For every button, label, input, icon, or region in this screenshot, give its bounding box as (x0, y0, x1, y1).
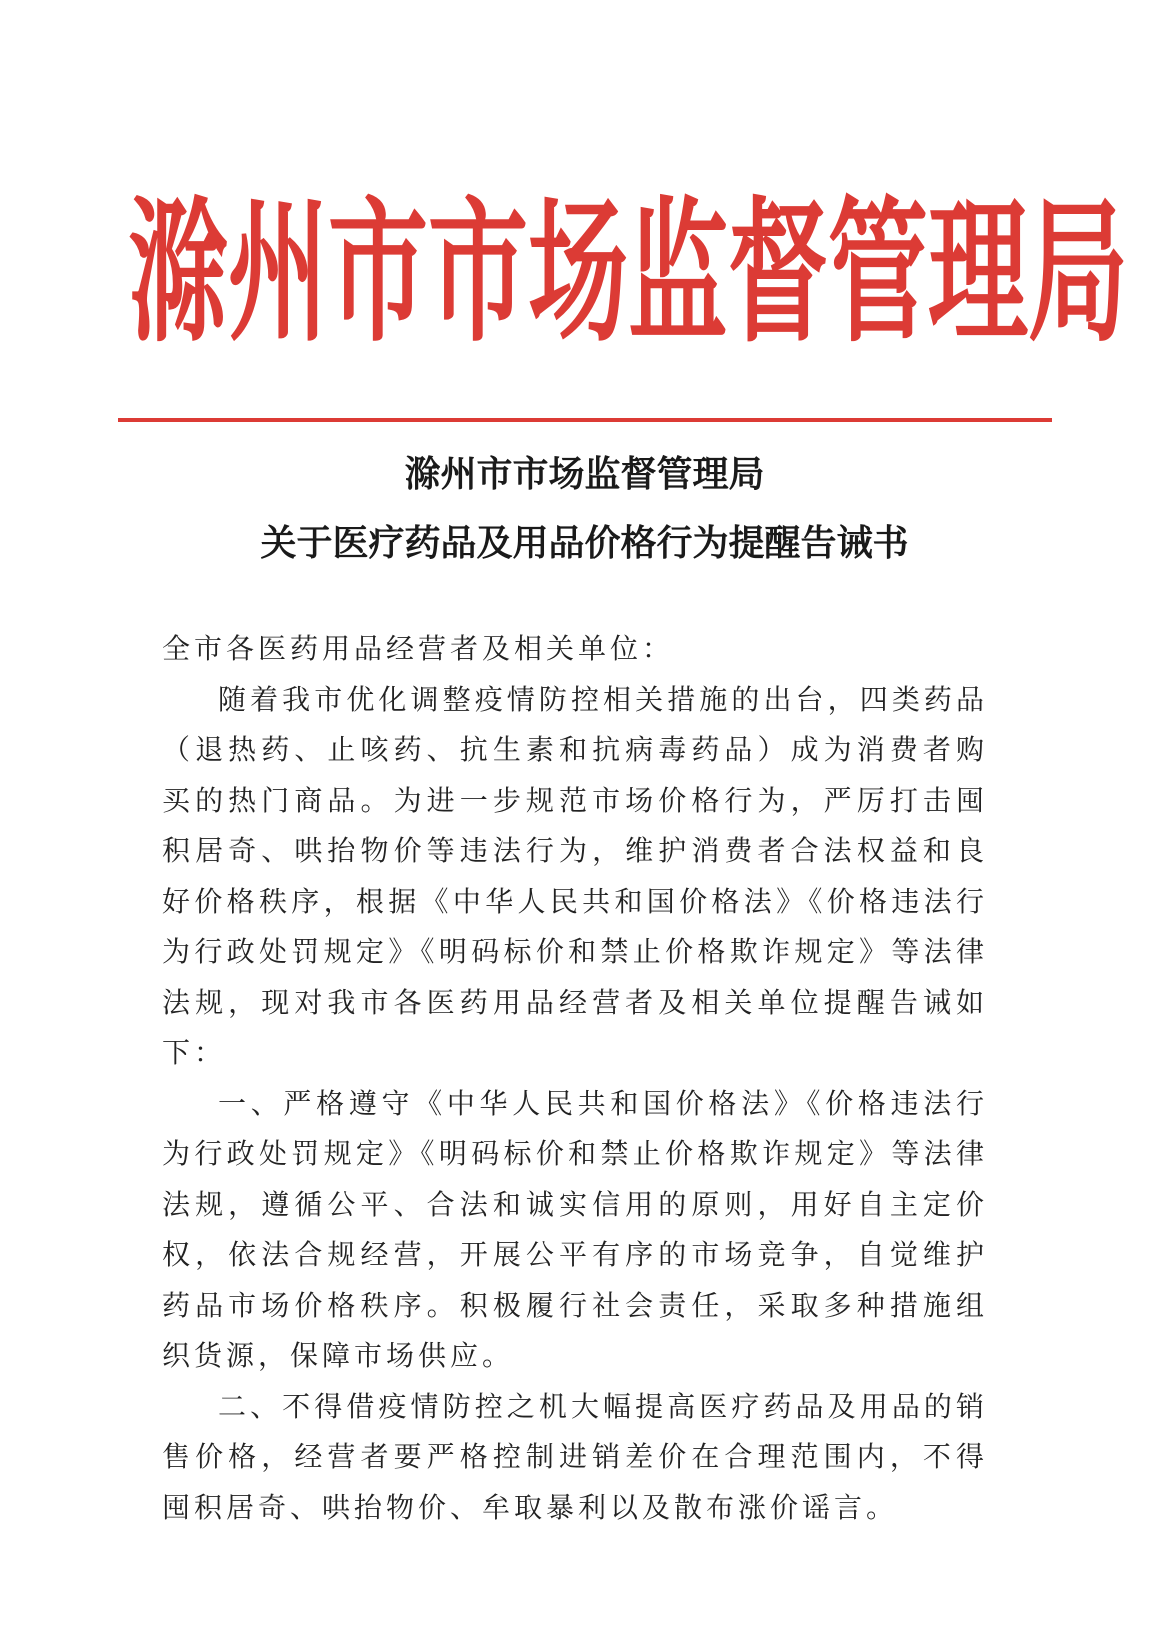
document-title-line-2: 关于医疗药品及用品价格行为提醒告诫书 (260, 522, 909, 564)
body-paragraph-item-1: 一、严格遵守《中华人民共和国价格法》《价格违法行为行政处罚规定》《明码标价和禁止价格欺诈规定》等法律法规，遵循公平、合法和诚实信用的原则，用好自主定价权，依法合规经营，开展公平有序的市场竞争，自觉维护药品市场价格秩序。积极履行社会责任，采取多种措施组织货源，保障市场供应。 (162, 1086, 988, 1372)
masthead-char: 场 (528, 180, 628, 364)
masthead-char: 理 (928, 180, 1028, 364)
masthead-char: 督 (728, 180, 828, 364)
salutation: 全市各医药用品经营者及相关单位： (162, 632, 675, 665)
masthead-char: 市 (328, 180, 428, 364)
body-paragraph-intro: 随着我市优化调整疫情防控相关措施的出台，四类药品（退热药、止咳药、抗生素和抗病毒药品）成为消费者购买的热门商品。为进一步规范市场价格行为，严厉打击囤积居奇、哄抬物价等违法行为，维护消费者合法权益和良好价格秩序，根据《中华人民共和国价格法》《价格违法行为行政处罚规定》《明码标价和禁止价格欺诈规定》等法律法规，现对我市各医药用品经营者及相关单位提醒告诫如下： (162, 682, 988, 1069)
masthead-char: 州 (228, 180, 328, 364)
masthead-char: 监 (628, 180, 728, 364)
masthead-char: 局 (1028, 180, 1128, 364)
masthead-char: 市 (428, 180, 528, 364)
letterhead-divider (118, 418, 1052, 422)
body-paragraph-item-2: 二、不得借疫情防控之机大幅提高医疗药品及用品的销售价格，经营者要严格控制进销差价在合理范围内，不得囤积居奇、哄抬物价、牟取暴利以及散布涨价谣言。 (162, 1389, 988, 1524)
letterhead-masthead (128, 180, 1128, 364)
masthead-char: 管 (828, 180, 928, 364)
masthead-char: 滁 (128, 180, 228, 364)
document-body (162, 624, 988, 1533)
document-title-line-1: 滁州市市场监督管理局 (404, 453, 765, 495)
